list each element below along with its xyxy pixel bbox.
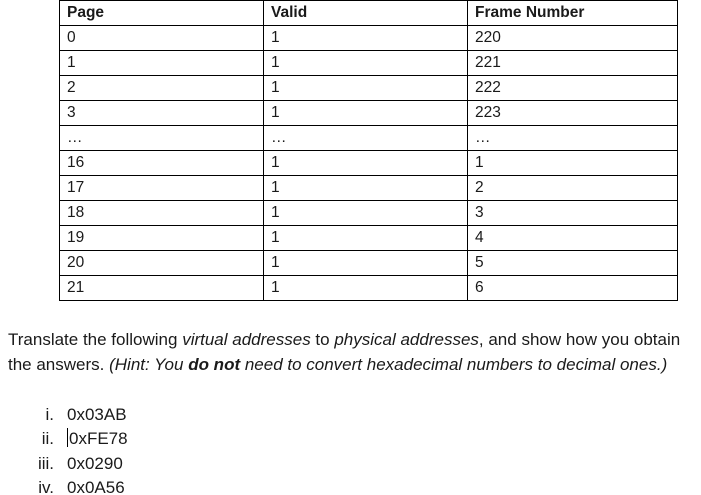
- instruction-text-italic: virtual addresses: [182, 330, 311, 349]
- cell-valid: …: [264, 126, 468, 151]
- cell-frame-number: 2: [468, 176, 678, 201]
- question-number: iv.: [38, 477, 54, 495]
- cell-valid: 1: [264, 151, 468, 176]
- cell-frame-number: …: [468, 126, 678, 151]
- table-row: [60, 226, 678, 251]
- instruction-text-italic: physical addresses: [334, 330, 479, 349]
- hint-text: need to convert hexadecimal numbers to decimal ones.): [240, 354, 668, 374]
- header-page: Page: [60, 1, 264, 26]
- cell-valid: 1: [264, 101, 468, 126]
- table-row: [60, 151, 678, 176]
- header-valid: Valid: [264, 1, 468, 26]
- cell-page: 17: [60, 176, 264, 201]
- instruction-text: , and show how you obtain the answers.: [8, 330, 681, 374]
- text-cursor: [67, 428, 68, 447]
- table-row: [60, 51, 678, 76]
- table-row: [60, 126, 678, 151]
- instruction-text: to: [310, 330, 335, 349]
- table-row: [60, 251, 678, 276]
- page-table: [59, 0, 678, 301]
- cell-page: 1: [60, 51, 264, 76]
- cell-valid: 1: [264, 201, 468, 226]
- cell-page: 20: [60, 251, 264, 276]
- cell-frame-number: 223: [468, 101, 678, 126]
- question-number: ii.: [41, 429, 54, 449]
- instruction-paragraph: [8, 328, 698, 377]
- table-row: [60, 26, 678, 51]
- cell-page: 3: [60, 101, 264, 126]
- cell-page: 0: [60, 26, 264, 51]
- cell-valid: 1: [264, 251, 468, 276]
- cell-frame-number: 4: [468, 226, 678, 251]
- question-number: iii.: [37, 453, 54, 473]
- question-address: 0xFE78: [69, 429, 128, 449]
- cell-page: 2: [60, 76, 264, 101]
- question-address: 0x0290: [67, 453, 123, 473]
- cell-frame-number: 221: [468, 51, 678, 76]
- table-row: [60, 276, 678, 301]
- table-row: [60, 101, 678, 126]
- table-header-row: [60, 1, 678, 26]
- cell-frame-number: 220: [468, 26, 678, 51]
- cell-valid: 1: [264, 176, 468, 201]
- cell-frame-number: 1: [468, 151, 678, 176]
- header-frame-number: Frame Number: [468, 1, 678, 26]
- question-address: 0x0A56: [67, 477, 125, 495]
- table-row: [60, 76, 678, 101]
- hint-emphasis: do not: [188, 354, 241, 374]
- question-address: 0x03AB: [67, 405, 127, 424]
- instruction-text: Translate the following: [8, 330, 183, 349]
- cell-page: …: [60, 126, 264, 151]
- question-number: i.: [45, 405, 54, 424]
- cell-page: 16: [60, 151, 264, 176]
- table-row: [60, 201, 678, 226]
- cell-frame-number: 3: [468, 201, 678, 226]
- cell-valid: 1: [264, 226, 468, 251]
- cell-page: 18: [60, 201, 264, 226]
- table-row: [60, 176, 678, 201]
- cell-page: 21: [60, 276, 264, 301]
- cell-valid: 1: [264, 51, 468, 76]
- cell-frame-number: 222: [468, 76, 678, 101]
- cell-valid: 1: [264, 26, 468, 51]
- cell-frame-number: 5: [468, 251, 678, 276]
- cell-valid: 1: [264, 76, 468, 101]
- cell-page: 19: [60, 226, 264, 251]
- cell-valid: 1: [264, 276, 468, 301]
- hint-text: (Hint: You: [109, 354, 189, 374]
- cell-frame-number: 6: [468, 276, 678, 301]
